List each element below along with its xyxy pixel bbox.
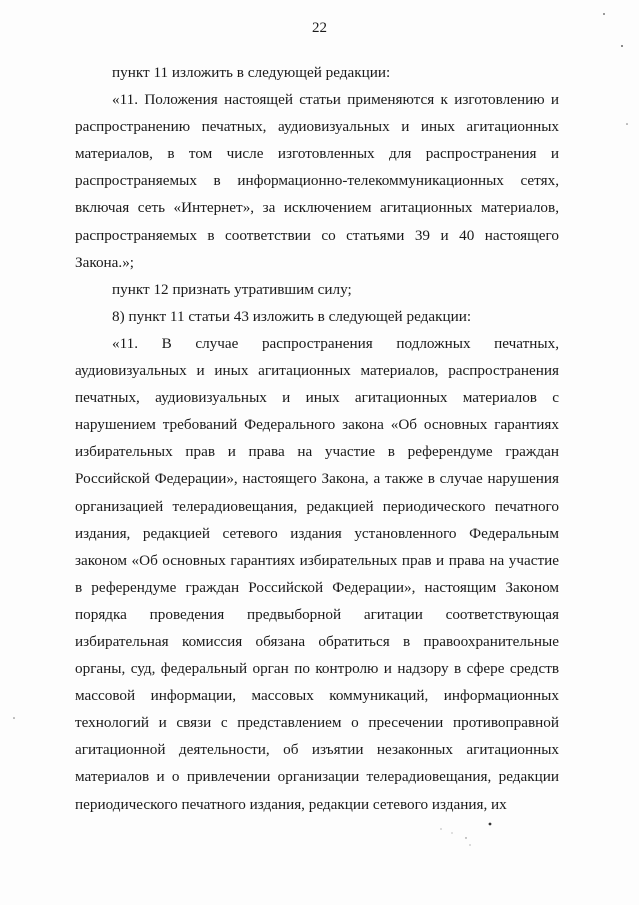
page-number: 22 xyxy=(312,20,327,36)
paragraph-article-43-clause-11-text: «11. В случае распространения подложных печатных, аудиовизуальных и иных агитационных материалов, распространения печатных, аудиовизуальных и иных агитационных материалов с нарушением требований Федерального закона «Об основных гарантиях избирательных прав и права на участие в референдуме граждан Российской Федерации», настоящего Закона, а также в случае нарушения организацией телерадиовещания, редакцией периодического печатного издания, редакцией сетевого издания установленного Федеральным законом «Об основных гарантиях избирательных прав и права на участие в референдуме граждан Российской Федерации», настоящим Законом порядка проведения предвыборной агитации соответствующая избирательная комиссия обязана обратиться в правоохранительные органы, суд, федеральный орган по контролю и надзору в сфере средств массовой информации, массовых коммуникаций, информационных технологий и связи с представлением о пресечении противоправной агитационной деятельности, об изъятии незаконных агитационных материалов и о привлечении организации телерадиовещания, редакции периодического печатного издания, редакции сетевого издания, их xyxy=(75,334,559,813)
paragraph-amend-clause-11-intro: пункт 11 изложить в следующей редакции: xyxy=(112,64,391,81)
paragraph-item-8-intro: 8) пункт 11 статьи 43 изложить в следующей редакции: xyxy=(112,307,472,325)
document-body xyxy=(75,59,559,818)
paragraph-clause-11-text: «11. Положения настоящей статьи применяются к изготовлению и распространению печатных, аудиовизуальных и иных агитационных материалов, в том числе изготовленных для распространения и распространяемых в информационно-телекоммуникационных сетях, включая сеть «Интернет», за исключением агитационных материалов, распространяемых в соответствии со статьями 39 и 40 настоящего Закона.»; xyxy=(75,91,559,271)
paragraph-clause-12-repeal: пункт 12 признать утратившим силу; xyxy=(112,280,352,298)
